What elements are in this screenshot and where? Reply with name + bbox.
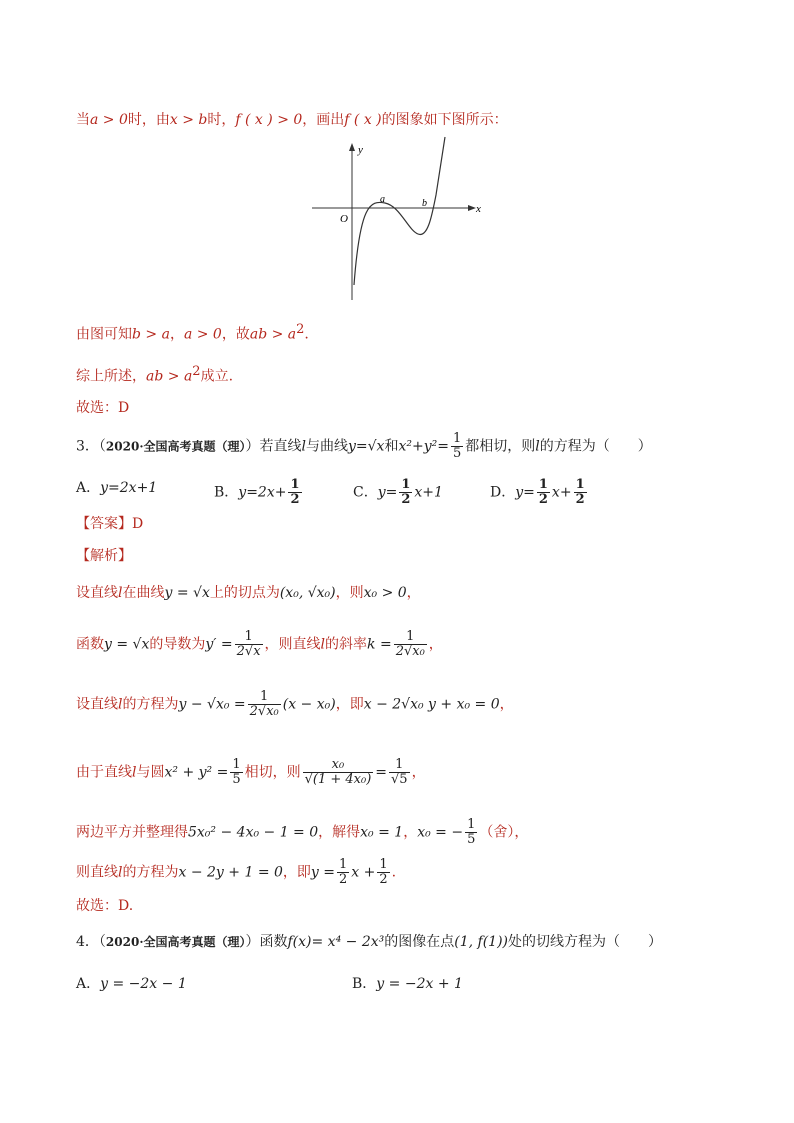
text: ，即 <box>335 696 364 713</box>
math: x² + y² = <box>164 764 229 781</box>
text: . <box>304 326 309 343</box>
text: 的导数为 <box>149 636 206 653</box>
option-label: A． <box>76 976 101 992</box>
text: ， <box>169 326 184 343</box>
math: l <box>320 636 326 653</box>
question-4-options <box>76 974 716 998</box>
option-label: A． <box>76 480 101 496</box>
solution-line-5 <box>76 818 528 847</box>
frac-den: 2 <box>575 492 585 507</box>
y-axis-arrow-icon <box>349 143 355 151</box>
text: ，则直线 <box>264 636 321 653</box>
option-text: y=2x+1 <box>100 480 158 496</box>
text: 与曲线 <box>305 438 348 455</box>
text: 的斜率 <box>325 636 368 653</box>
text: ， <box>428 636 443 653</box>
math: l <box>118 585 123 601</box>
option-b[interactable] <box>352 974 463 994</box>
frac-den: 2 <box>379 872 388 887</box>
math: y = <box>310 864 335 881</box>
math: k = <box>367 636 392 653</box>
frac-den: 2√x <box>236 644 261 659</box>
question-3-options <box>76 478 716 506</box>
text: 的图像在点 <box>384 934 455 950</box>
math: l <box>118 864 123 881</box>
frac-num: 1 <box>452 431 462 446</box>
text: ，则 <box>335 585 364 601</box>
text: ，故 <box>221 326 250 343</box>
curve <box>354 137 445 285</box>
text: 函数 <box>76 636 104 653</box>
math: b > a <box>132 326 170 343</box>
text: 都相切，则 <box>465 438 536 455</box>
text: ， <box>411 764 426 781</box>
text: 由图可知 <box>76 326 132 343</box>
label-b: b <box>422 198 427 209</box>
text: ，即 <box>282 864 311 881</box>
option-text: y = −2x + 1 <box>376 976 463 992</box>
text: 处的切线方程为（ ） <box>508 934 662 950</box>
x-axis-arrow-icon <box>468 205 476 211</box>
math: x²+y²= <box>398 438 449 455</box>
math: x − 2y + 1 = 0 <box>178 864 283 881</box>
math: a > 0 <box>183 326 222 343</box>
frac-num: 1 <box>395 757 404 772</box>
label-origin: O <box>340 213 348 225</box>
math: ab > a <box>146 368 193 385</box>
math: (x − x₀) <box>282 696 336 713</box>
frac-num: 1 <box>232 757 241 772</box>
frac-num: 1 <box>244 629 253 644</box>
math: l <box>132 764 137 781</box>
question-4 <box>76 932 662 952</box>
solution-line-1 <box>76 583 421 603</box>
frac-num: 1 <box>379 857 388 872</box>
option-b[interactable] <box>214 478 304 507</box>
math: l <box>118 696 123 713</box>
option-c[interactable] <box>353 478 443 507</box>
frac-num: 1 <box>339 857 348 872</box>
sup: 2 <box>192 364 201 379</box>
text: 则直线 <box>76 864 118 881</box>
text: 相切，则 <box>244 764 301 781</box>
frac-den: 2 <box>339 872 348 887</box>
option-text: y= <box>515 484 535 501</box>
math: = <box>375 764 388 781</box>
math: ab > a <box>249 326 297 343</box>
option-text: y= <box>377 484 398 501</box>
analysis-heading: 【解析】 <box>76 548 132 564</box>
math: x₀ > 0 <box>363 585 407 601</box>
question-number: 3．（ <box>76 438 106 455</box>
text: 当 <box>76 112 90 128</box>
option-d[interactable] <box>490 478 589 507</box>
source-tag: 2020·全国高考真题（理） <box>105 439 246 454</box>
math: f(x)= x⁴ − 2x³ <box>287 934 385 950</box>
text: 的方程为 <box>122 696 179 713</box>
text: 两边平方并整理得 <box>76 824 188 841</box>
text: 时， <box>207 112 236 128</box>
text: 上的切点为 <box>209 585 280 601</box>
text: 成立. <box>200 368 234 385</box>
sup: 2 <box>296 322 305 337</box>
frac-den: 2 <box>290 492 300 507</box>
frac-num: 1 <box>575 477 585 492</box>
frac-den: 2 <box>538 492 548 507</box>
label-x: x <box>476 203 481 215</box>
answer: 【答案】D <box>76 516 144 532</box>
math: y − √x₀ = <box>178 696 246 713</box>
conclusion-line-2 <box>76 362 233 387</box>
text: 的方程为 <box>122 864 179 881</box>
label-y: y <box>358 144 363 156</box>
option-label: B． <box>352 976 377 992</box>
conclusion-line-1 <box>76 320 309 345</box>
text: 设直线 <box>76 585 118 601</box>
text: ，解得 <box>318 824 361 841</box>
option-text: x+ <box>551 484 572 501</box>
math-f-gt-0: f ( x ) > 0 <box>235 112 303 128</box>
math: (x₀, √x₀) <box>279 585 336 601</box>
source-tag: 2020·全国高考真题（理） <box>105 935 246 949</box>
math: y = √x <box>104 636 150 653</box>
solution-line-2 <box>76 630 443 659</box>
text: 时，由 <box>127 112 170 128</box>
frac-den: √(1 + 4x₀) <box>304 772 372 787</box>
frac-num: 1 <box>260 689 269 704</box>
option-text: y=2x+ <box>238 484 287 501</box>
text: 在曲线 <box>122 585 165 601</box>
text: 的方程为（ ） <box>539 438 652 455</box>
text: 由于直线 <box>76 764 132 781</box>
text: ）若直线 <box>245 438 302 455</box>
option-a[interactable] <box>76 478 157 498</box>
math: x₀ = 1 <box>360 824 404 841</box>
frac-den: 5 <box>467 832 476 847</box>
option-text: x+1 <box>414 484 443 501</box>
text: 和 <box>384 438 399 455</box>
text: ， <box>406 585 421 601</box>
frac-num: 1 <box>538 477 548 492</box>
text: 与圆 <box>136 764 165 781</box>
text: （舍）， <box>479 824 529 841</box>
frac-den: √5 <box>391 772 408 787</box>
text: 的图象如下图所示： <box>381 112 508 128</box>
choice-line-2: 故选：D. <box>76 898 134 914</box>
math: y = √x <box>164 585 210 601</box>
math: y=√x <box>347 438 385 455</box>
math: l <box>535 438 540 455</box>
option-label: C． <box>353 484 378 501</box>
math: 5x₀² − 4x₀ − 1 = 0 <box>188 824 319 841</box>
math-a-gt-0: a > 0 <box>90 112 128 128</box>
math: y′ = <box>205 636 233 653</box>
math: (1, f(1)) <box>454 934 508 950</box>
frac-den: 2 <box>401 492 411 507</box>
solution-line-4 <box>76 758 426 787</box>
frac-num: 1 <box>290 477 300 492</box>
solution-line-3 <box>76 690 514 719</box>
question-number: 4．（ <box>76 934 106 950</box>
frac-num: 1 <box>467 817 476 832</box>
math-x-gt-b: x > b <box>169 112 208 128</box>
text: 设直线 <box>76 696 118 713</box>
text: ）函数 <box>245 934 288 950</box>
frac-den: 5 <box>232 772 241 787</box>
frac-den: 2√x₀ <box>249 704 279 719</box>
solution-line-6 <box>76 858 396 887</box>
text: 综上所述， <box>76 368 146 385</box>
frac-num: 1 <box>401 477 411 492</box>
question-3 <box>76 432 652 461</box>
math: x₀ = − <box>417 824 464 841</box>
frac-num: 1 <box>406 629 415 644</box>
math: x − 2√x₀ y + x₀ = 0 <box>363 696 500 713</box>
text: . <box>391 864 397 881</box>
math: l <box>301 438 306 455</box>
option-text: y = −2x − 1 <box>100 976 187 992</box>
function-graph <box>300 135 490 305</box>
math: x + <box>351 864 376 881</box>
intro-line <box>76 110 508 130</box>
frac-den: 2√x₀ <box>395 644 425 659</box>
choice-line: 故选：D <box>76 400 130 416</box>
text: ， <box>499 696 514 713</box>
option-label: B． <box>214 484 239 501</box>
frac-num: x₀ <box>331 757 345 772</box>
text: ， <box>403 824 418 841</box>
math-fx: f ( x ) <box>344 112 382 128</box>
frac-den: 5 <box>452 446 462 461</box>
option-label: D． <box>490 484 516 501</box>
label-a: a <box>380 194 385 205</box>
text: ，画出 <box>302 112 345 128</box>
option-a[interactable] <box>76 974 187 994</box>
